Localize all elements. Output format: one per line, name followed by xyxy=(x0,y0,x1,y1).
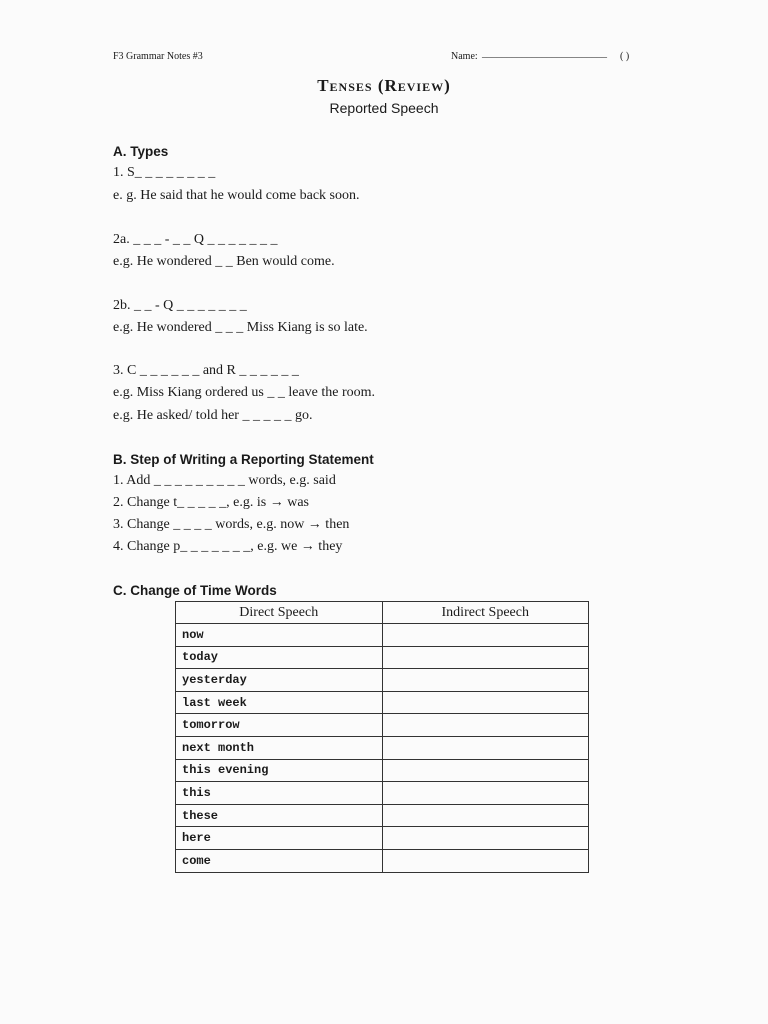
indirect-answer-cell[interactable] xyxy=(382,646,589,669)
section-a-line: e.g. Miss Kiang ordered us _ _ leave the room. xyxy=(113,385,376,400)
section-a-line: e.g. He wondered _ _ _ Miss Kiang is so late. xyxy=(113,320,368,335)
direct-word: today xyxy=(176,646,383,669)
direct-word: tomorrow xyxy=(176,714,383,737)
direct-word: these xyxy=(176,804,383,827)
direct-word: here xyxy=(176,827,383,850)
table-row xyxy=(176,691,589,714)
indirect-answer-cell[interactable] xyxy=(382,624,589,647)
table-row xyxy=(176,804,589,827)
table-row xyxy=(176,714,589,737)
indirect-answer-cell[interactable] xyxy=(382,691,589,714)
direct-word: now xyxy=(176,624,383,647)
page-subtitle: Reported Speech xyxy=(329,100,439,116)
course-label: F3 Grammar Notes #3 xyxy=(113,51,203,62)
section-a-line: 1. S_ _ _ _ _ _ _ _ xyxy=(113,165,216,180)
table-row xyxy=(176,849,589,872)
page-title: Tenses (Review) xyxy=(317,76,451,95)
section-a-heading: A. Types xyxy=(113,144,169,159)
table-row xyxy=(176,646,589,669)
table-row xyxy=(176,782,589,805)
section-a-line: 2b. _ _ - Q _ _ _ _ _ _ _ xyxy=(113,298,247,313)
section-b-line: 2. Change t_ _ _ _ _, e.g. is → was xyxy=(113,495,309,510)
direct-word: come xyxy=(176,849,383,872)
indirect-answer-cell[interactable] xyxy=(382,827,589,850)
section-a-line: e. g. He said that he would come back soon. xyxy=(113,188,360,203)
column-header-direct: Direct Speech xyxy=(176,602,383,624)
table-row xyxy=(176,624,589,647)
section-a-line: 3. C _ _ _ _ _ _ and R _ _ _ _ _ _ xyxy=(113,363,299,378)
section-a-line: e.g. He wondered _ _ Ben would come. xyxy=(113,254,335,269)
section-b-line: 1. Add _ _ _ _ _ _ _ _ _ words, e.g. said xyxy=(113,473,336,488)
table-row xyxy=(176,669,589,692)
section-a-line: e.g. He asked/ told her _ _ _ _ _ go. xyxy=(113,408,313,423)
name-label: Name: xyxy=(451,51,478,62)
table-row xyxy=(176,736,589,759)
column-header-indirect: Indirect Speech xyxy=(382,602,589,624)
indirect-answer-cell[interactable] xyxy=(382,849,589,872)
direct-word: next month xyxy=(176,736,383,759)
section-b-heading: B. Step of Writing a Reporting Statement xyxy=(113,452,374,467)
table-row xyxy=(176,759,589,782)
name-blank: _________________________ xyxy=(482,48,607,59)
indirect-answer-cell[interactable] xyxy=(382,714,589,737)
direct-word: this xyxy=(176,782,383,805)
indirect-answer-cell[interactable] xyxy=(382,736,589,759)
direct-word: yesterday xyxy=(176,669,383,692)
class-number-parens: ( ) xyxy=(620,51,630,62)
table-header-row xyxy=(176,602,589,624)
indirect-answer-cell[interactable] xyxy=(382,669,589,692)
section-a-line: 2a. _ _ _ - _ _ Q _ _ _ _ _ _ _ xyxy=(113,232,278,247)
section-b-line: 3. Change _ _ _ _ words, e.g. now → then xyxy=(113,517,350,532)
indirect-answer-cell[interactable] xyxy=(382,804,589,827)
indirect-answer-cell[interactable] xyxy=(382,782,589,805)
indirect-answer-cell[interactable] xyxy=(382,759,589,782)
table-row xyxy=(176,827,589,850)
time-words-table xyxy=(175,601,589,873)
direct-word: this evening xyxy=(176,759,383,782)
direct-word: last week xyxy=(176,691,383,714)
section-c-heading: C. Change of Time Words xyxy=(113,583,277,598)
section-b-line: 4. Change p_ _ _ _ _ _ _, e.g. we → they xyxy=(113,539,343,554)
